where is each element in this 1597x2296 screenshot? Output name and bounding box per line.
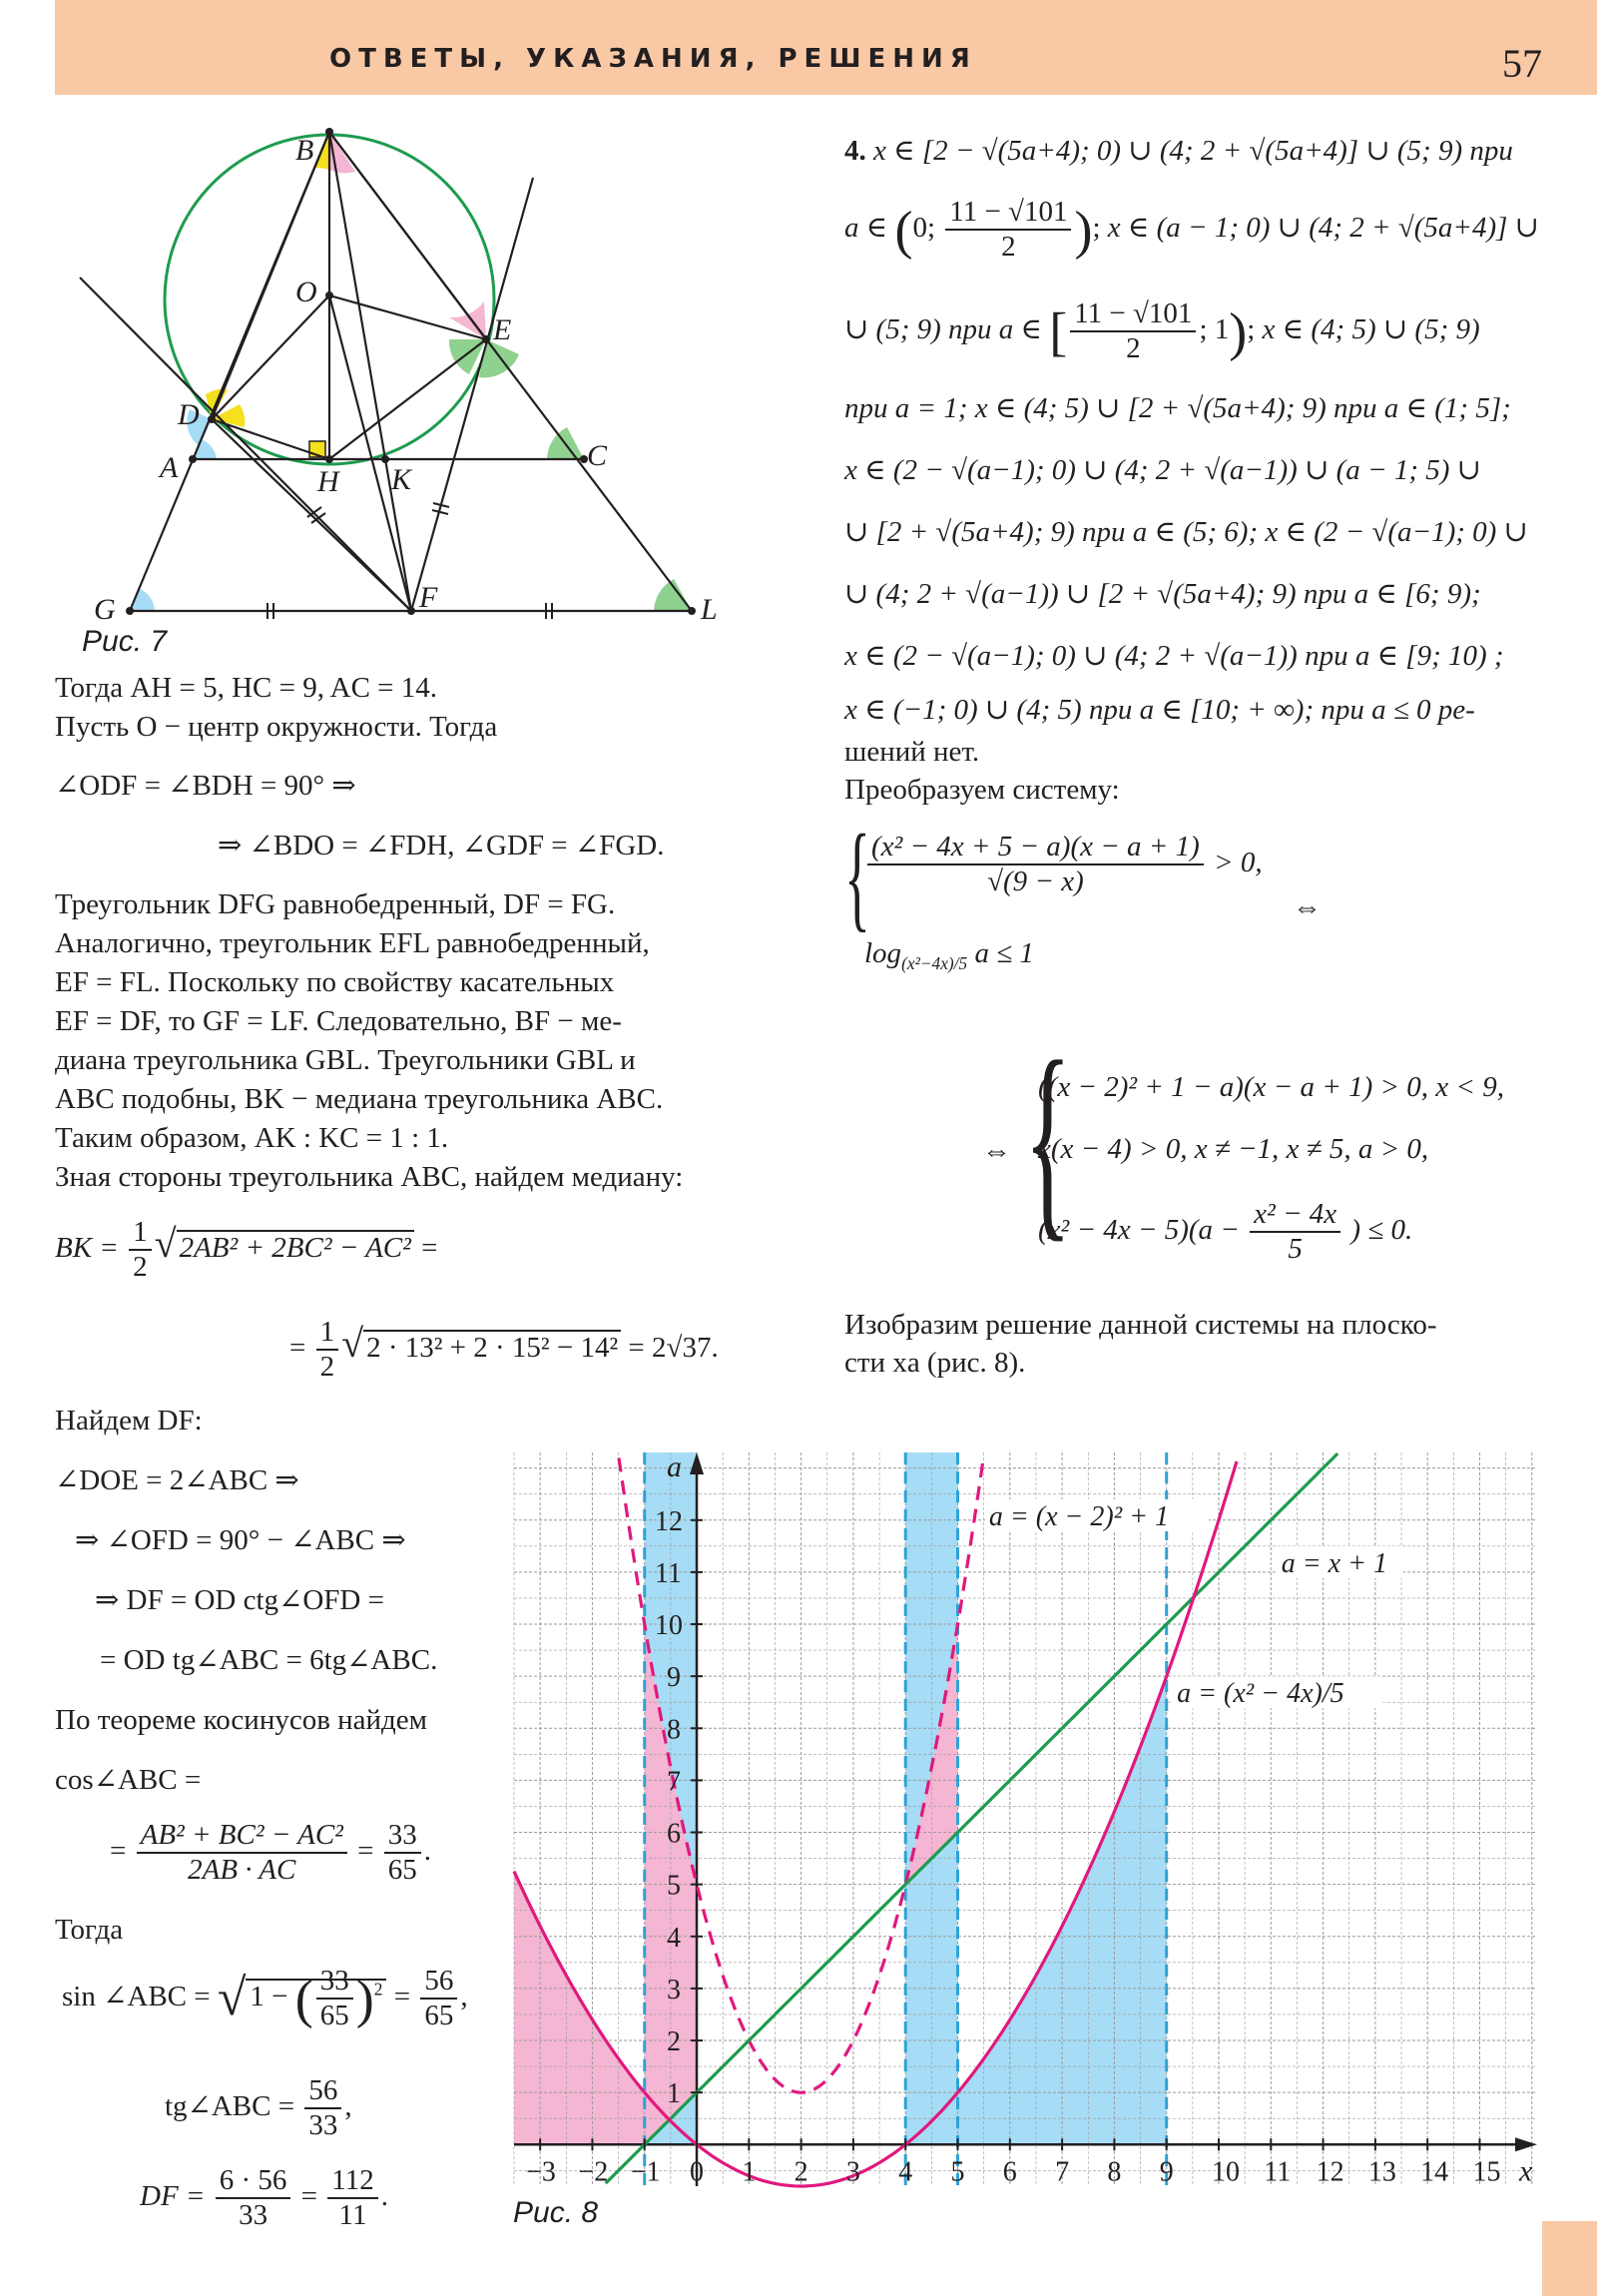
y-tick-label: 7: [667, 1766, 682, 1798]
item-number: 4.: [844, 135, 866, 167]
tg-den: 33: [308, 2109, 338, 2142]
system-brace-1: {: [844, 810, 870, 942]
series-label: a = (x² − 4x)/5: [1177, 1678, 1344, 1710]
bk-radicand: 2AB² + 2BC² − AC²: [177, 1230, 414, 1264]
frac-num: 11 − √101: [1070, 297, 1196, 332]
label-G: G: [94, 593, 116, 626]
sys2-part: ) ≤ 0.: [1350, 1214, 1413, 1246]
text-line: По теореме косинусов найдем: [55, 1704, 428, 1736]
sys2-num: x² − 4x: [1250, 1198, 1340, 1233]
series-label: a = x + 1: [1281, 1547, 1387, 1579]
sin-result-num: 56: [420, 1965, 457, 2000]
sys-num: (x² − 4x + 5 − a)(x − a + 1): [867, 831, 1204, 865]
label-B: B: [295, 134, 314, 167]
x-tick-label: −1: [630, 2156, 661, 2188]
df-den: 33: [239, 2199, 268, 2232]
label-O: O: [295, 276, 317, 308]
formula-line: ∠DOE = 2∠ABC ⇒: [55, 1464, 299, 1496]
header-title: ОТВЕТЫ, УКАЗАНИЯ, РЕШЕНИЯ: [329, 44, 977, 74]
answer-line-2: a ∈ (0; $\frac{11 - √101}{2}$ ); x ∈ (a − 1; 0) ∪ (4; 2 + √(5a+4)] ∪: [844, 196, 1539, 264]
formula-line: cos∠ABC =: [55, 1764, 202, 1796]
text-line: Таким образом, AK : KC = 1 : 1.: [55, 1122, 449, 1154]
answer-line-1: [844, 134, 1513, 169]
sys-den: √(9 − x): [987, 865, 1084, 898]
series-label: a = (x − 2)² + 1: [988, 1500, 1170, 1532]
label-F: F: [419, 581, 438, 614]
answer-text: ∪ (5; 9) при a ∈: [844, 313, 1042, 345]
x-tick-label: 1: [742, 2156, 757, 2188]
x-tick-label: 0: [690, 2156, 705, 2188]
figure-8-caption: Рис. 8: [513, 2196, 599, 2229]
answer-line: шений нет.: [844, 736, 980, 768]
df-res-num: 112: [327, 2164, 377, 2199]
text-line: EF = DF, то GF = LF. Следовательно, BF − ме-: [55, 1005, 622, 1037]
cos-result-den: 65: [387, 1854, 417, 1887]
cos-denominator: 2AB · AC: [188, 1854, 296, 1887]
x-tick-label: 5: [950, 2156, 965, 2188]
answer-line-3: ∪ (5; 9) при a ∈ [ $\frac{11 - √101}{2}$ ; 1); x ∈ (4; 5) ∪ (5; 9): [844, 297, 1480, 365]
tg-label: tg∠ABC =: [165, 2090, 295, 2122]
y-tick-label: 4: [667, 1922, 682, 1954]
formula-line: ⇒ DF = OD ctg∠OFD =: [95, 1584, 384, 1616]
y-tick-label: 2: [667, 2026, 682, 2058]
tangent-formula: tg∠ABC = $\frac{56}{33}$ ,: [165, 2074, 352, 2142]
answer-line: ∪ (4; 2 + √(a−1)) ∪ [2 + √(5a+4); 9) при a ∈ [6; 9);: [844, 578, 1481, 610]
x-tick-label: 14: [1420, 2156, 1449, 2188]
median-formula-2: = $\frac{1}{2}$ √ 2 · 13² + 2 · 15² − 14² = 2√37.: [289, 1316, 719, 1384]
answer-line: при a = 1; x ∈ (4; 5) ∪ [2 + √(5a+4); 9) при a ∈ (1; 5];: [844, 392, 1511, 424]
answer-line: x ∈ (2 − √(a−1); 0) ∪ (4; 2 + √(a−1)) ∪ (a − 1; 5) ∪: [844, 454, 1481, 486]
df-num: 6 · 56: [216, 2164, 291, 2199]
label-E: E: [493, 313, 512, 346]
sys2-den: 5: [1288, 1233, 1303, 1266]
label-A: A: [160, 451, 179, 484]
y-tick-label: 1: [667, 2078, 682, 2110]
bk-result: = 2√37.: [628, 1332, 719, 1364]
label-L: L: [701, 593, 718, 626]
answer-text: x ∈ (4; 5) ∪ (5; 9): [1262, 313, 1480, 345]
cosine-formula: = $\frac{\text{AB² + BC² − AC²}}{2AB \cdot AC}$ = $\frac{33}{65}$ .: [110, 1819, 431, 1887]
label-D: D: [178, 398, 200, 431]
y-axis-label: a: [667, 1450, 683, 1483]
system-1-log: [864, 936, 1034, 974]
x-tick-label: −3: [526, 2156, 556, 2188]
text-line: Пусть O − центр окружности. Тогда: [55, 711, 498, 743]
angle-mark-L: [654, 579, 692, 611]
system-2-line-3: [1038, 1198, 1412, 1267]
y-tick-label: 3: [667, 1974, 682, 2006]
system-brace-2: {: [1024, 1016, 1072, 1260]
df-label: DF =: [140, 2180, 206, 2212]
x-tick-label: 7: [1055, 2156, 1070, 2188]
figure-8-chart: [499, 1437, 1557, 2196]
y-tick-label: 10: [655, 1610, 684, 1642]
label-K: K: [391, 463, 412, 496]
corner-tab: [1542, 2221, 1597, 2296]
bk-label: BK =: [55, 1232, 119, 1264]
x-tick-label: 15: [1472, 2156, 1501, 2188]
formula-line: ⇒ ∠OFD = 90° − ∠ABC ⇒: [75, 1524, 406, 1556]
cos-numerator: AB² + BC² − AC²: [137, 1819, 347, 1854]
answer-line: x ∈ (2 − √(a−1); 0) ∪ (4; 2 + √(a−1)) при a ∈ [9; 10) ;: [844, 640, 1504, 672]
x-tick-label: 10: [1211, 2156, 1240, 2188]
cos-result-num: 33: [384, 1819, 421, 1854]
answer-line: ∪ [2 + √(5a+4); 9) при a ∈ (5; 6); x ∈ (2 − √(a−1); 0) ∪: [844, 516, 1528, 548]
system-1-inequality: [864, 831, 1263, 899]
frac-num: 11 − √101: [945, 196, 1071, 231]
text-line: Зная стороны треугольника ABC, найдем медиану:: [55, 1161, 684, 1193]
answer-line: x ∈ (−1; 0) ∪ (4; 5) при a ∈ [10; + ∞); при a ≤ 0 ре-: [844, 694, 1475, 726]
log-rest: a ≤ 1: [967, 937, 1034, 969]
answer-text: x ∈ (a − 1; 0) ∪ (4; 2 + √(5a+4)] ∪: [1107, 212, 1539, 244]
text-line: сти xa (рис. 8).: [844, 1347, 1026, 1379]
text-line: Треугольник DFG равнобедренный, DF = FG.: [55, 888, 616, 920]
sys-rel: > 0,: [1214, 847, 1263, 878]
bk-radicand-numeric: 2 · 13² + 2 · 15² − 14²: [363, 1330, 621, 1364]
x-tick-label: 8: [1107, 2156, 1122, 2188]
y-tick-label: 11: [655, 1557, 683, 1589]
system-2-line-1: ((x − 2)² + 1 − a)(x − a + 1) > 0, x < 9,: [1038, 1071, 1504, 1103]
page-number: 57: [1502, 41, 1542, 86]
text-line: диана треугольника GBL. Треугольники GBL и: [55, 1044, 636, 1076]
text-line: Тогда AH = 5, HC = 9, AC = 14.: [55, 672, 438, 704]
y-tick-label: 12: [655, 1505, 684, 1537]
label-C: C: [587, 439, 608, 472]
y-tick-label: 9: [667, 1662, 682, 1694]
answer-text: x ∈ [2 − √(5a+4); 0) ∪ (4; 2 + √(5a+4)] ∪ (5; 9) при: [873, 135, 1513, 167]
frac-den: 2: [1001, 231, 1016, 264]
x-axis-arrow: [1515, 2137, 1537, 2151]
log-base: (x²−4x)/5: [901, 952, 968, 973]
label-H: H: [317, 465, 339, 498]
y-tick-label: 8: [667, 1714, 682, 1746]
y-tick-label: 6: [667, 1818, 682, 1850]
x-tick-label: 12: [1316, 2156, 1344, 2188]
sine-formula: sin ∠ABC = √ 1 − ( $\frac{33}{65}$ )$^2$ = $\frac{56}{65}$ ,: [62, 1965, 468, 2032]
median-formula-1: BK = $\frac{1}{2}$ √ 2AB² + 2BC² − AC² =: [55, 1216, 438, 1284]
x-tick-label: 4: [898, 2156, 913, 2188]
tg-num: 56: [304, 2074, 341, 2109]
equiv-sign: ⇔: [1293, 891, 1322, 923]
df-formula: DF = $\frac{6 \cdot 56}{33}$ = $\frac{112}{11}$ .: [140, 2164, 388, 2232]
log-label: log: [864, 937, 902, 969]
text-line: Изобразим решение данной системы на плоско-: [844, 1309, 1437, 1341]
sin-label: sin ∠ABC =: [62, 1981, 211, 2012]
x-axis-label: x: [1519, 2154, 1533, 2188]
x-tick-label: 13: [1367, 2156, 1396, 2188]
formula-line: = OD tg∠ABC = 6tg∠ABC.: [100, 1644, 438, 1676]
formula-line: ⇒ ∠BDO = ∠FDH, ∠GDF = ∠FGD.: [218, 830, 665, 861]
text-line: Аналогично, треугольник EFL равнобедренный,: [55, 927, 650, 959]
x-tick-label: 11: [1264, 2156, 1292, 2188]
answer-text: a ∈: [844, 212, 888, 244]
figure-7: [55, 110, 774, 639]
text-line: Тогда: [55, 1914, 124, 1946]
formula-line: ∠ODF = ∠BDH = 90° ⇒: [55, 770, 356, 802]
text-line: ABC подобны, BK − медиана треугольника ABC.: [55, 1083, 664, 1115]
system-2-line-2: x(x − 4) > 0, x ≠ −1, x ≠ 5, a > 0,: [1038, 1133, 1429, 1165]
text-line: Преобразуем систему:: [844, 774, 1120, 806]
x-tick-label: 6: [1002, 2156, 1017, 2188]
y-tick-label: 5: [667, 1870, 682, 1902]
frac-den: 2: [1126, 332, 1141, 365]
sin-result-den: 65: [424, 2000, 454, 2032]
figure-7-caption: Рис. 7: [82, 625, 168, 658]
x-tick-label: −2: [578, 2156, 609, 2188]
x-tick-label: 3: [845, 2156, 860, 2188]
x-tick-label: 2: [794, 2156, 808, 2188]
x-tick-label: 9: [1159, 2156, 1174, 2188]
text-line: EF = FL. Поскольку по свойству касательных: [55, 966, 615, 998]
sys2-part: (x² − 4x − 5)(a −: [1038, 1214, 1240, 1246]
text-line: Найдем DF:: [55, 1405, 203, 1436]
equiv-sign: ⇔: [982, 1135, 1011, 1167]
df-res-den: 11: [338, 2199, 367, 2232]
